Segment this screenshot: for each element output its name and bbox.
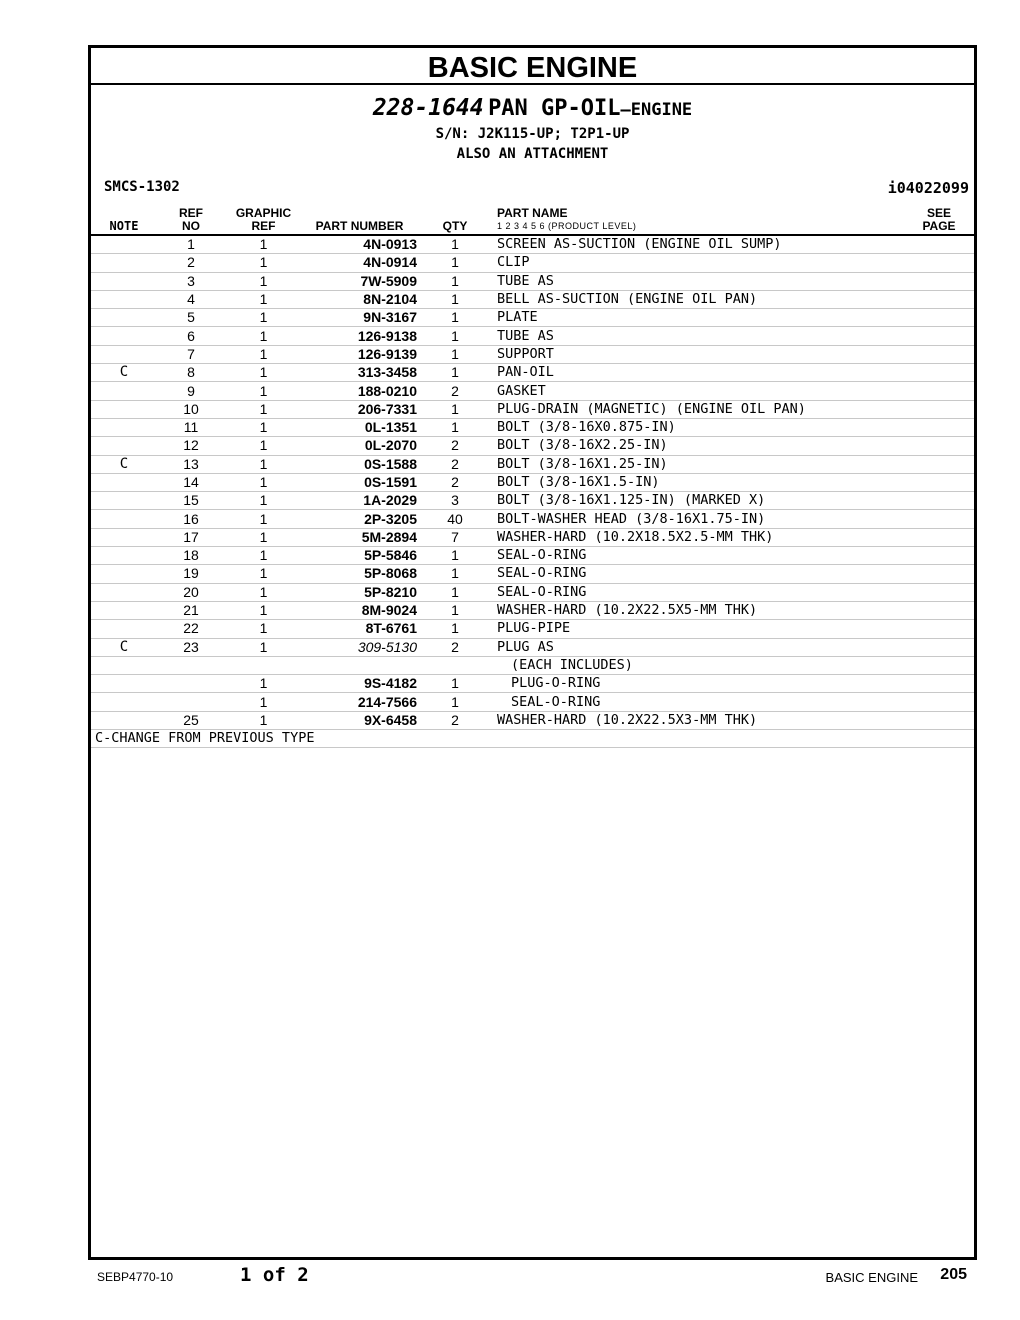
cell-qty: 1 [417,565,493,583]
cell-qty: 2 [417,638,493,656]
cell-part-number[interactable]: 2P-3205 [302,510,417,528]
cell-qty: 1 [417,620,493,638]
cell-part-number[interactable]: 188-0210 [302,382,417,400]
table-row [91,583,974,601]
table-row [91,327,974,345]
col-see-line2: PAGE [922,219,956,233]
cell-qty: 1 [417,601,493,619]
cell-note [91,235,157,254]
table-row [91,656,974,674]
table-row [91,382,974,400]
cell-part-name: BOLT-WASHER HEAD (3/8-16X1.75-IN) [493,510,904,528]
cell-part-number[interactable]: 206-7331 [302,400,417,418]
cell-part-number[interactable]: 126-9138 [302,327,417,345]
cell-ref-no [157,656,225,674]
cell-ref-no: 11 [157,418,225,436]
cell-ref-no [157,675,225,693]
table-row [91,455,974,473]
cell-part-name: BOLT (3/8-16X2.25-IN) [493,437,904,455]
cell-qty: 1 [417,693,493,711]
cell-graphic-ref: 1 [225,327,302,345]
cell-part-name: PLUG AS [493,638,904,656]
table-row [91,693,974,711]
attachment-note: ALSO AN ATTACHMENT [456,146,609,162]
section-title: BASIC ENGINE [427,52,638,84]
cell-note [91,510,157,528]
table-row [91,254,974,272]
cell-part-name: SEAL-O-RING [493,565,904,583]
cell-ref-no: 9 [157,382,225,400]
cell-see-page [904,272,974,290]
table-row [91,272,974,290]
cell-qty: 2 [417,437,493,455]
cell-see-page [904,473,974,491]
cell-part-name: SCREEN AS-SUCTION (ENGINE OIL SUMP) [493,235,904,254]
footer-doc-id: SEBP4770-10 [97,1270,174,1284]
table-row [91,309,974,327]
table-row [91,620,974,638]
cell-note [91,418,157,436]
cell-graphic-ref: 1 [225,382,302,400]
cell-ref-no: 19 [157,565,225,583]
serial-range: S/N: J2K115-UP; T2P1-UP [435,126,630,142]
cell-see-page [904,620,974,638]
cell-part-number[interactable]: 5M-2894 [302,528,417,546]
col-ref-line2: NO [182,219,200,233]
table-row [91,290,974,308]
cell-part-name: WASHER-HARD (10.2X22.5X3-MM THK) [493,711,904,729]
table-row [91,364,974,382]
cell-graphic-ref: 1 [225,565,302,583]
group-heading [91,95,974,124]
cell-part-name: BOLT (3/8-16X1.25-IN) [493,455,904,473]
cell-part-name: BELL AS-SUCTION (ENGINE OIL PAN) [493,290,904,308]
cell-qty: 1 [417,418,493,436]
cell-see-page [904,364,974,382]
cell-note [91,492,157,510]
cell-qty: 1 [417,345,493,363]
cell-qty: 1 [417,364,493,382]
cell-see-page [904,400,974,418]
cell-see-page [904,382,974,400]
cell-ref-no: 20 [157,583,225,601]
cell-see-page [904,711,974,729]
cell-note [91,345,157,363]
cell-part-name: PLUG-O-RING [493,675,904,693]
cell-part-name: BOLT (3/8-16X1.5-IN) [493,473,904,491]
cell-see-page [904,693,974,711]
cell-ref-no: 7 [157,345,225,363]
table-row [91,437,974,455]
cell-qty: 1 [417,675,493,693]
cell-qty: 40 [417,510,493,528]
cell-see-page [904,547,974,565]
cell-graphic-ref: 1 [225,693,302,711]
cell-qty: 2 [417,382,493,400]
cell-ref-no: 16 [157,510,225,528]
cell-part-number[interactable]: 0S-1588 [302,455,417,473]
group-header [91,95,974,207]
col-product-levels: 1 2 3 4 5 6 (PRODUCT LEVEL) [497,221,637,231]
cell-ref-no: 18 [157,547,225,565]
cell-qty: 1 [417,254,493,272]
col-part-number: PART NUMBER [302,207,417,235]
cell-see-page [904,327,974,345]
cell-qty: 1 [417,547,493,565]
cell-note: C [91,364,157,382]
cell-note: C [91,638,157,656]
cell-part-number[interactable]: 9S-4182 [302,675,417,693]
cell-see-page [904,583,974,601]
table-row [91,565,974,583]
cell-see-page [904,675,974,693]
table-row [91,418,974,436]
cell-part-name: WASHER-HARD (10.2X18.5X2.5-MM THK) [493,528,904,546]
cell-graphic-ref [225,656,302,674]
cell-ref-no: 2 [157,254,225,272]
cell-part-number[interactable]: 9N-3167 [302,309,417,327]
col-ref-line1: REF [179,206,203,220]
cell-qty: 1 [417,290,493,308]
table-row [91,473,974,491]
cell-part-number[interactable]: 4N-0914 [302,254,417,272]
cell-graphic-ref: 1 [225,455,302,473]
cell-part-number[interactable]: 9X-6458 [302,711,417,729]
cell-graphic-ref: 1 [225,309,302,327]
cell-see-page [904,290,974,308]
cell-note [91,711,157,729]
cell-graphic-ref: 1 [225,437,302,455]
cell-qty: 1 [417,327,493,345]
cell-graphic-ref: 1 [225,272,302,290]
cell-note [91,675,157,693]
cell-note [91,601,157,619]
cell-note [91,693,157,711]
cell-ref-no: 17 [157,528,225,546]
cell-part-number[interactable]: 313-3458 [302,364,417,382]
col-qty: QTY [417,207,493,235]
cell-ref-no: 25 [157,711,225,729]
cell-note [91,583,157,601]
cell-qty: 1 [417,583,493,601]
cell-qty: 2 [417,455,493,473]
cell-see-page [904,437,974,455]
table-row [91,510,974,528]
cell-part-number[interactable]: 0S-1591 [302,473,417,491]
cell-ref-no: 12 [157,437,225,455]
cell-note [91,528,157,546]
cell-ref-no: 22 [157,620,225,638]
cell-part-name: GASKET [493,382,904,400]
cell-ref-no: 8 [157,364,225,382]
cell-see-page [904,601,974,619]
page-footer [0,1265,1020,1289]
table-row [91,345,974,363]
cell-qty: 1 [417,272,493,290]
cell-graphic-ref: 1 [225,528,302,546]
cell-graphic-ref: 1 [225,254,302,272]
cell-part-name: PLUG-DRAIN (MAGNETIC) (ENGINE OIL PAN) [493,400,904,418]
cell-graphic-ref: 1 [225,418,302,436]
table-row [91,547,974,565]
cell-see-page [904,254,974,272]
footer-page-number: 205 [940,1266,967,1283]
cell-part-name: TUBE AS [493,327,904,345]
cell-part-name: CLIP [493,254,904,272]
cell-part-name: PAN-OIL [493,364,904,382]
cell-see-page [904,565,974,583]
cell-part-number[interactable]: 0L-1351 [302,418,417,436]
cell-graphic-ref: 1 [225,492,302,510]
cell-note [91,272,157,290]
cell-graphic-ref: 1 [225,583,302,601]
section-title-bar [91,48,974,85]
cell-qty: 2 [417,473,493,491]
cell-part-name: SEAL-O-RING [493,693,904,711]
cell-part-name: PLATE [493,309,904,327]
cell-ref-no: 6 [157,327,225,345]
cell-part-number[interactable]: 4N-0913 [302,235,417,254]
cell-ref-no [157,693,225,711]
cell-graphic-ref: 1 [225,510,302,528]
cell-note [91,254,157,272]
cell-graphic-ref: 1 [225,235,302,254]
parts-table-body [91,235,974,730]
cell-part-number[interactable]: 309-5130 [302,638,417,656]
cell-qty: 1 [417,309,493,327]
cell-part-number[interactable]: 126-9139 [302,345,417,363]
cell-note [91,327,157,345]
cell-part-number [302,656,417,674]
cell-qty [417,656,493,674]
col-graphic-ref [225,207,302,235]
cell-ref-no: 4 [157,290,225,308]
cell-note [91,382,157,400]
col-note: NOTE [91,207,157,235]
cell-part-name: (EACH INCLUDES) [493,656,904,674]
table-row [91,638,974,656]
cell-note [91,309,157,327]
cell-see-page [904,638,974,656]
cell-part-number[interactable]: 7W-5909 [302,272,417,290]
illustration-id: i04022099 [887,179,969,197]
table-row [91,528,974,546]
col-part-name [493,207,904,235]
cell-qty: 1 [417,235,493,254]
cell-qty: 2 [417,711,493,729]
footer-page-of: 1 of 2 [240,1264,309,1286]
cell-see-page [904,309,974,327]
cell-graphic-ref: 1 [225,364,302,382]
group-name-suffix: –ENGINE [620,100,693,120]
cell-part-number[interactable]: 5P-8068 [302,565,417,583]
cell-graphic-ref: 1 [225,400,302,418]
cell-note [91,547,157,565]
cell-see-page [904,418,974,436]
cell-ref-no: 1 [157,235,225,254]
cell-part-number[interactable]: 8M-9024 [302,601,417,619]
cell-ref-no: 3 [157,272,225,290]
cell-ref-no: 14 [157,473,225,491]
cell-part-name: TUBE AS [493,272,904,290]
cell-ref-no: 23 [157,638,225,656]
cell-see-page [904,455,974,473]
cell-see-page [904,656,974,674]
page-frame [88,45,977,1260]
cell-part-name: SUPPORT [493,345,904,363]
cell-note [91,565,157,583]
cell-part-number[interactable]: 5P-8210 [302,583,417,601]
col-graphic-line2: REF [251,219,276,233]
cell-part-number[interactable]: 8T-6761 [302,620,417,638]
table-row [91,601,974,619]
cell-qty: 3 [417,492,493,510]
cell-qty: 1 [417,400,493,418]
footnote: C-CHANGE FROM PREVIOUS TYPE [91,730,974,748]
cell-graphic-ref: 1 [225,601,302,619]
col-ref-no [157,207,225,235]
cell-graphic-ref: 1 [225,675,302,693]
cell-ref-no: 13 [157,455,225,473]
cell-part-name: WASHER-HARD (10.2X22.5X5-MM THK) [493,601,904,619]
col-see-page [904,207,974,235]
cell-note: C [91,455,157,473]
cell-see-page [904,345,974,363]
cell-ref-no: 15 [157,492,225,510]
cell-part-name: SEAL-O-RING [493,547,904,565]
cell-part-number[interactable]: 8N-2104 [302,290,417,308]
table-row [91,400,974,418]
cell-note [91,400,157,418]
cell-note [91,437,157,455]
cell-ref-no: 21 [157,601,225,619]
cell-graphic-ref: 1 [225,620,302,638]
cell-note [91,620,157,638]
col-graphic-line1: GRAPHIC [235,206,292,220]
cell-part-name: BOLT (3/8-16X1.125-IN) (MARKED X) [493,492,904,510]
cell-see-page [904,235,974,254]
cell-part-number[interactable]: 1A-2029 [302,492,417,510]
cell-ref-no: 5 [157,309,225,327]
cell-graphic-ref: 1 [225,547,302,565]
footer-section: BASIC ENGINE [825,1270,918,1285]
table-row [91,711,974,729]
cell-graphic-ref: 1 [225,345,302,363]
table-row [91,492,974,510]
cell-note [91,656,157,674]
table-row [91,675,974,693]
col-see-line1: SEE [926,206,951,220]
cell-graphic-ref: 1 [225,638,302,656]
cell-graphic-ref: 1 [225,711,302,729]
cell-graphic-ref: 1 [225,290,302,308]
col-part-name-label: PART NAME [497,206,568,220]
cell-graphic-ref: 1 [225,473,302,491]
parts-table-header [91,207,974,235]
cell-part-number[interactable]: 5P-5846 [302,547,417,565]
parts-table [91,207,974,748]
table-row [91,235,974,254]
cell-ref-no: 10 [157,400,225,418]
cell-part-number[interactable]: 214-7566 [302,693,417,711]
cell-part-name: PLUG-PIPE [493,620,904,638]
group-name: PAN GP-OIL [488,96,621,121]
group-part-number[interactable]: 228-1644 [372,95,484,121]
cell-note [91,473,157,491]
smcs-code: SMCS-1302 [104,179,180,195]
cell-part-name: BOLT (3/8-16X0.875-IN) [493,418,904,436]
cell-note [91,290,157,308]
cell-see-page [904,528,974,546]
cell-part-name: SEAL-O-RING [493,583,904,601]
cell-see-page [904,510,974,528]
cell-qty: 7 [417,528,493,546]
footnote-row [91,730,974,748]
cell-part-number[interactable]: 0L-2070 [302,437,417,455]
cell-see-page [904,492,974,510]
